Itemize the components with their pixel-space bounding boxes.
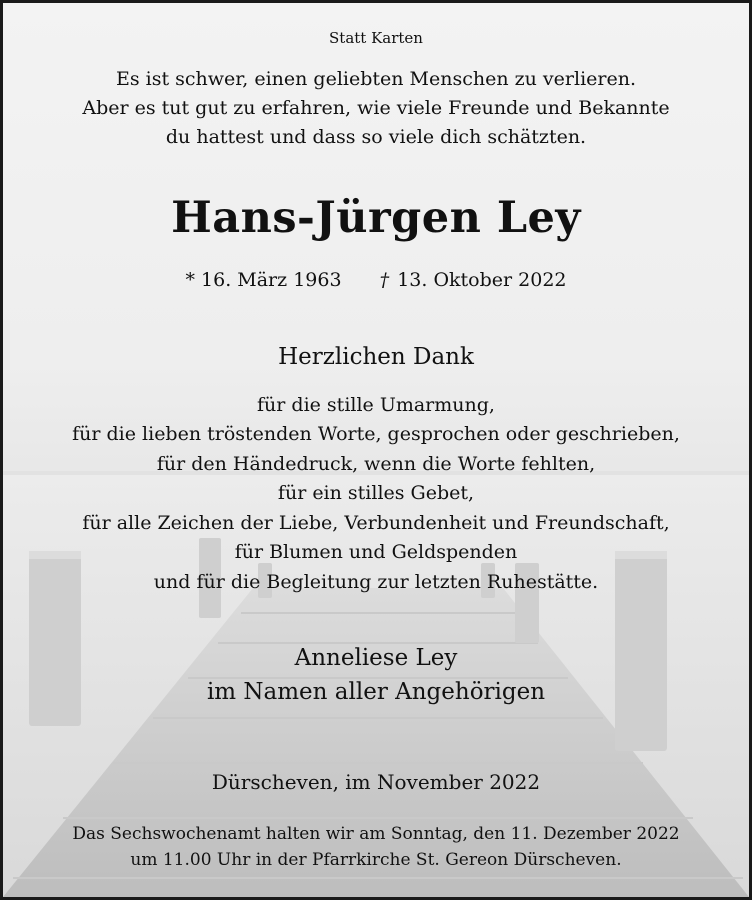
footer-line-2: um 11.00 Uhr in der Pfarrkirche St. Gereon Dürscheven. xyxy=(130,850,622,870)
cross-icon: † xyxy=(379,269,390,291)
thanks-line: für die lieben tröstenden Worte, gesprochen oder geschrieben, xyxy=(72,423,680,445)
thanks-line: für Blumen und Geldspenden xyxy=(234,541,518,563)
deceased-name: Hans-Jürgen Ley xyxy=(171,193,581,243)
thanks-line: für ein stilles Gebet, xyxy=(277,482,475,504)
signature-line-2: im Namen aller Angehörigen xyxy=(206,679,546,705)
statt-karten-label: Statt Karten xyxy=(329,29,423,47)
thanks-line: und für die Begleitung zur letzten Ruhestätte. xyxy=(153,571,599,593)
signature-name: Anneliese Ley xyxy=(294,645,458,671)
birth-date: * 16. März 1963 xyxy=(185,269,342,291)
intro-line-1: Es ist schwer, einen geliebten Menschen zu verlieren. xyxy=(115,68,636,90)
thanks-line: für den Händedruck, wenn die Worte fehlten, xyxy=(156,453,596,475)
intro-line-3: du hattest und dass so viele dich schätzten. xyxy=(165,126,587,148)
intro-line-2: Aber es tut gut zu erfahren, wie viele Freunde und Bekannte xyxy=(82,97,670,119)
thanks-heading: Herzlichen Dank xyxy=(278,344,474,370)
place-date: Dürscheven, im November 2022 xyxy=(211,770,541,794)
footer-line-1: Das Sechswochenamt halten wir am Sonntag, den 11. Dezember 2022 xyxy=(72,824,680,844)
obituary-content xyxy=(3,3,749,897)
life-dates xyxy=(3,269,749,291)
thanks-line: für die stille Umarmung, xyxy=(257,394,495,416)
death-date: 13. Oktober 2022 xyxy=(397,269,567,291)
thanks-line: für alle Zeichen der Liebe, Verbundenheit und Freundschaft, xyxy=(82,512,670,534)
